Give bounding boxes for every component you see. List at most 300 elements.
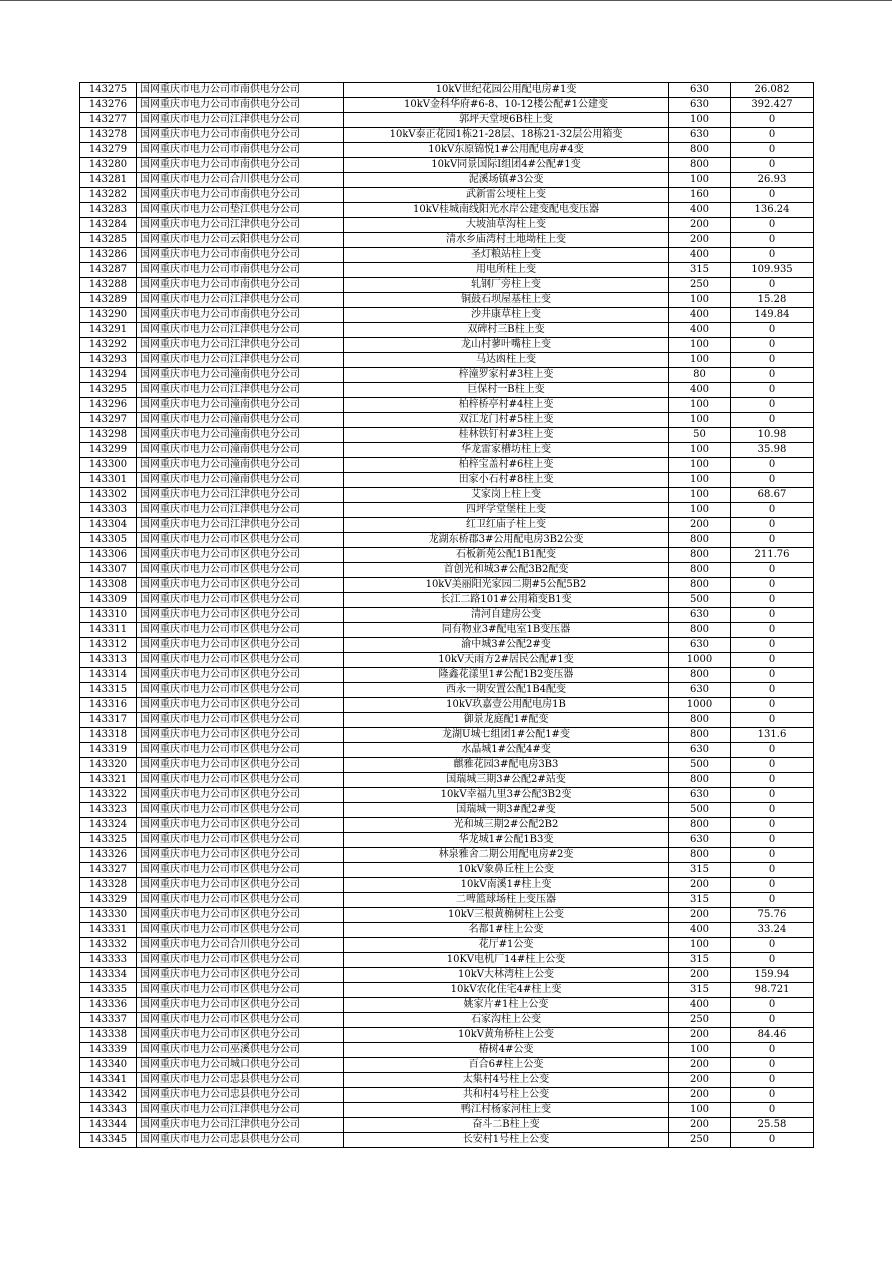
row-id-cell: 143299: [80, 443, 137, 458]
table-row: [80, 83, 814, 98]
value-cell: 0: [731, 773, 814, 788]
table-row: [80, 458, 814, 473]
value-cell: 0: [731, 113, 814, 128]
value-cell: 159.94: [731, 968, 814, 983]
company-cell: 国网重庆市电力公司江津供电分公司: [137, 1118, 344, 1133]
row-id-cell: 143293: [80, 353, 137, 368]
capacity-cell: 500: [669, 593, 731, 608]
transformer-name-cell: 花厅#1公变: [344, 938, 669, 953]
row-id-cell: 143275: [80, 83, 137, 98]
table-row: [80, 578, 814, 593]
value-cell: 0: [731, 1013, 814, 1028]
value-cell: 26.93: [731, 173, 814, 188]
company-cell: 国网重庆市电力公司潼南供电分公司: [137, 413, 344, 428]
row-id-cell: 143288: [80, 278, 137, 293]
transformer-name-cell: 10kV幸福九里3#公配3B2变: [344, 788, 669, 803]
transformer-name-cell: 四坪学堂堡柱上变: [344, 503, 669, 518]
transformer-name-cell: 百合6#柱上公变: [344, 1058, 669, 1073]
capacity-cell: 500: [669, 758, 731, 773]
company-cell: 国网重庆市电力公司市区供电分公司: [137, 728, 344, 743]
capacity-cell: 400: [669, 998, 731, 1013]
row-id-cell: 143338: [80, 1028, 137, 1043]
capacity-cell: 315: [669, 983, 731, 998]
table-row: [80, 263, 814, 278]
value-cell: 0: [731, 998, 814, 1013]
table-row: [80, 923, 814, 938]
capacity-cell: 400: [669, 308, 731, 323]
table-row: [80, 98, 814, 113]
capacity-cell: 250: [669, 1133, 731, 1148]
row-id-cell: 143317: [80, 713, 137, 728]
capacity-cell: 800: [669, 158, 731, 173]
table-row: [80, 158, 814, 173]
capacity-cell: 1000: [669, 698, 731, 713]
capacity-cell: 630: [669, 638, 731, 653]
transformer-name-cell: 10kV南溪1#柱上变: [344, 878, 669, 893]
table-row: [80, 368, 814, 383]
value-cell: 0: [731, 608, 814, 623]
capacity-cell: 630: [669, 608, 731, 623]
table-row: [80, 143, 814, 158]
value-cell: 35.98: [731, 443, 814, 458]
table-row: [80, 338, 814, 353]
row-id-cell: 143279: [80, 143, 137, 158]
transformer-name-cell: 华龙城1#公配1B3变: [344, 833, 669, 848]
company-cell: 国网重庆市电力公司江津供电分公司: [137, 113, 344, 128]
row-id-cell: 143292: [80, 338, 137, 353]
table-row: [80, 818, 814, 833]
value-cell: 0: [731, 563, 814, 578]
row-id-cell: 143308: [80, 578, 137, 593]
company-cell: 国网重庆市电力公司市区供电分公司: [137, 818, 344, 833]
company-cell: 国网重庆市电力公司合川供电分公司: [137, 938, 344, 953]
value-cell: 0: [731, 1058, 814, 1073]
company-cell: 国网重庆市电力公司市区供电分公司: [137, 578, 344, 593]
company-cell: 国网重庆市电力公司市南供电分公司: [137, 128, 344, 143]
company-cell: 国网重庆市电力公司市区供电分公司: [137, 593, 344, 608]
company-cell: 国网重庆市电力公司潼南供电分公司: [137, 428, 344, 443]
transformer-name-cell: 柏梓桥亭村#4柱上变: [344, 398, 669, 413]
data-table: [79, 82, 814, 1148]
row-id-cell: 143278: [80, 128, 137, 143]
company-cell: 国网重庆市电力公司江津供电分公司: [137, 488, 344, 503]
transformer-name-cell: 柏梓宝盖村#6柱上变: [344, 458, 669, 473]
table-row: [80, 278, 814, 293]
row-id-cell: 143281: [80, 173, 137, 188]
company-cell: 国网重庆市电力公司江津供电分公司: [137, 518, 344, 533]
capacity-cell: 200: [669, 1073, 731, 1088]
table-row: [80, 323, 814, 338]
transformer-name-cell: 龙湖U城七组团1#公配1#变: [344, 728, 669, 743]
capacity-cell: 630: [669, 683, 731, 698]
row-id-cell: 143276: [80, 98, 137, 113]
table-row: [80, 938, 814, 953]
capacity-cell: 315: [669, 263, 731, 278]
value-cell: 0: [731, 518, 814, 533]
capacity-cell: 100: [669, 473, 731, 488]
table-row: [80, 848, 814, 863]
company-cell: 国网重庆市电力公司云阳供电分公司: [137, 233, 344, 248]
company-cell: 国网重庆市电力公司市区供电分公司: [137, 803, 344, 818]
row-id-cell: 143320: [80, 758, 137, 773]
table-row: [80, 1133, 814, 1148]
company-cell: 国网重庆市电力公司市区供电分公司: [137, 758, 344, 773]
company-cell: 国网重庆市电力公司市区供电分公司: [137, 533, 344, 548]
value-cell: 0: [731, 368, 814, 383]
row-id-cell: 143312: [80, 638, 137, 653]
table-row: [80, 698, 814, 713]
row-id-cell: 143286: [80, 248, 137, 263]
capacity-cell: 400: [669, 203, 731, 218]
value-cell: 0: [731, 128, 814, 143]
table-row: [80, 908, 814, 923]
capacity-cell: 100: [669, 398, 731, 413]
value-cell: 0: [731, 143, 814, 158]
row-id-cell: 143316: [80, 698, 137, 713]
table-row: [80, 743, 814, 758]
table-row: [80, 1103, 814, 1118]
company-cell: 国网重庆市电力公司市区供电分公司: [137, 548, 344, 563]
company-cell: 国网重庆市电力公司潼南供电分公司: [137, 443, 344, 458]
table-row: [80, 383, 814, 398]
table-row: [80, 1013, 814, 1028]
transformer-name-cell: 沙井康草柱上变: [344, 308, 669, 323]
row-id-cell: 143337: [80, 1013, 137, 1028]
row-id-cell: 143284: [80, 218, 137, 233]
capacity-cell: 630: [669, 743, 731, 758]
table-row: [80, 1058, 814, 1073]
company-cell: 国网重庆市电力公司市南供电分公司: [137, 263, 344, 278]
value-cell: 15.28: [731, 293, 814, 308]
transformer-name-cell: 马达凼柱上变: [344, 353, 669, 368]
capacity-cell: 800: [669, 848, 731, 863]
capacity-cell: 200: [669, 968, 731, 983]
value-cell: 0: [731, 803, 814, 818]
table-row: [80, 683, 814, 698]
transformer-name-cell: 10kV象鼻丘柱上公变: [344, 863, 669, 878]
value-cell: 75.76: [731, 908, 814, 923]
row-id-cell: 143302: [80, 488, 137, 503]
value-cell: 211.76: [731, 548, 814, 563]
transformer-name-cell: 国瑞城一期3#配2#变: [344, 803, 669, 818]
table-row: [80, 983, 814, 998]
table-row: [80, 488, 814, 503]
row-id-cell: 143295: [80, 383, 137, 398]
value-cell: 0: [731, 1088, 814, 1103]
row-id-cell: 143303: [80, 503, 137, 518]
table-row: [80, 593, 814, 608]
row-id-cell: 143321: [80, 773, 137, 788]
row-id-cell: 143343: [80, 1103, 137, 1118]
company-cell: 国网重庆市电力公司江津供电分公司: [137, 323, 344, 338]
transformer-name-cell: 清河自建房公变: [344, 608, 669, 623]
transformer-name-cell: 二啤篮球场柱上变压器: [344, 893, 669, 908]
value-cell: 0: [731, 1043, 814, 1058]
transformer-name-cell: 长安村1号柱上公变: [344, 1133, 669, 1148]
company-cell: 国网重庆市电力公司市区供电分公司: [137, 848, 344, 863]
transformer-name-cell: 双江龙门村#5柱上变: [344, 413, 669, 428]
transformer-name-cell: 石家沟柱上公变: [344, 1013, 669, 1028]
capacity-cell: 800: [669, 668, 731, 683]
table-row: [80, 803, 814, 818]
transformer-name-cell: 圣灯粮站柱上变: [344, 248, 669, 263]
table-row: [80, 563, 814, 578]
value-cell: 136.24: [731, 203, 814, 218]
value-cell: 0: [731, 218, 814, 233]
table-row: [80, 1118, 814, 1133]
table-row: [80, 878, 814, 893]
row-id-cell: 143330: [80, 908, 137, 923]
value-cell: 0: [731, 473, 814, 488]
company-cell: 国网重庆市电力公司市区供电分公司: [137, 623, 344, 638]
company-cell: 国网重庆市电力公司市区供电分公司: [137, 893, 344, 908]
row-id-cell: 143297: [80, 413, 137, 428]
company-cell: 国网重庆市电力公司市区供电分公司: [137, 668, 344, 683]
capacity-cell: 200: [669, 1058, 731, 1073]
value-cell: 0: [731, 593, 814, 608]
company-cell: 国网重庆市电力公司垫江供电分公司: [137, 203, 344, 218]
transformer-name-cell: 10kV玖嘉壹公用配电房1B: [344, 698, 669, 713]
row-id-cell: 143319: [80, 743, 137, 758]
transformer-name-cell: 林泉雅舍二期公用配电房#2变: [344, 848, 669, 863]
value-cell: 84.46: [731, 1028, 814, 1043]
capacity-cell: 100: [669, 338, 731, 353]
transformer-name-cell: 武新雷公埂柱上变: [344, 188, 669, 203]
transformer-name-cell: 国瑞城三期3#公配2#站变: [344, 773, 669, 788]
company-cell: 国网重庆市电力公司江津供电分公司: [137, 338, 344, 353]
value-cell: 0: [731, 1073, 814, 1088]
company-cell: 国网重庆市电力公司市南供电分公司: [137, 188, 344, 203]
capacity-cell: 200: [669, 878, 731, 893]
value-cell: 0: [731, 533, 814, 548]
table-row: [80, 428, 814, 443]
transformer-name-cell: 大坡油草沟柱上变: [344, 218, 669, 233]
capacity-cell: 100: [669, 1103, 731, 1118]
company-cell: 国网重庆市电力公司市区供电分公司: [137, 833, 344, 848]
transformer-name-cell: 椿树4#公变: [344, 1043, 669, 1058]
transformer-name-cell: 石板新苑公配1B1配变: [344, 548, 669, 563]
company-cell: 国网重庆市电力公司市南供电分公司: [137, 143, 344, 158]
company-cell: 国网重庆市电力公司市区供电分公司: [137, 713, 344, 728]
row-id-cell: 143323: [80, 803, 137, 818]
transformer-name-cell: 双碑村三B柱上变: [344, 323, 669, 338]
table-row: [80, 473, 814, 488]
transformer-name-cell: 清水乡庙湾村土地坳柱上变: [344, 233, 669, 248]
company-cell: 国网重庆市电力公司市区供电分公司: [137, 953, 344, 968]
transformer-name-cell: 太集村4号柱上公变: [344, 1073, 669, 1088]
capacity-cell: 100: [669, 488, 731, 503]
value-cell: 0: [731, 578, 814, 593]
page-top-border: [0, 0, 892, 1]
transformer-name-cell: 10kV黄角桥柱上公变: [344, 1028, 669, 1043]
capacity-cell: 800: [669, 563, 731, 578]
value-cell: 0: [731, 413, 814, 428]
capacity-cell: 100: [669, 1043, 731, 1058]
capacity-cell: 100: [669, 113, 731, 128]
capacity-cell: 800: [669, 548, 731, 563]
row-id-cell: 143344: [80, 1118, 137, 1133]
value-cell: 0: [731, 338, 814, 353]
company-cell: 国网重庆市电力公司城口供电分公司: [137, 1058, 344, 1073]
capacity-cell: 800: [669, 143, 731, 158]
capacity-cell: 100: [669, 443, 731, 458]
value-cell: 0: [731, 818, 814, 833]
row-id-cell: 143285: [80, 233, 137, 248]
company-cell: 国网重庆市电力公司市区供电分公司: [137, 653, 344, 668]
capacity-cell: 400: [669, 383, 731, 398]
capacity-cell: 800: [669, 818, 731, 833]
company-cell: 国网重庆市电力公司市区供电分公司: [137, 998, 344, 1013]
row-id-cell: 143324: [80, 818, 137, 833]
transformer-name-cell: 用电所柱上变: [344, 263, 669, 278]
company-cell: 国网重庆市电力公司市区供电分公司: [137, 773, 344, 788]
transformer-name-cell: 华龙雷家槽坊柱上变: [344, 443, 669, 458]
capacity-cell: 100: [669, 458, 731, 473]
row-id-cell: 143313: [80, 653, 137, 668]
table-body: [80, 83, 814, 1148]
transformer-name-cell: 10kV同景国际I组团4#公配#1变: [344, 158, 669, 173]
row-id-cell: 143309: [80, 593, 137, 608]
table-row: [80, 893, 814, 908]
transformer-name-cell: 10kV三根黄桷树柱上公变: [344, 908, 669, 923]
row-id-cell: 143341: [80, 1073, 137, 1088]
value-cell: 0: [731, 683, 814, 698]
table-row: [80, 413, 814, 428]
table-row: [80, 638, 814, 653]
row-id-cell: 143342: [80, 1088, 137, 1103]
transformer-name-cell: 御景龙庭配1#配变: [344, 713, 669, 728]
value-cell: 0: [731, 878, 814, 893]
company-cell: 国网重庆市电力公司江津供电分公司: [137, 353, 344, 368]
capacity-cell: 1000: [669, 653, 731, 668]
transformer-name-cell: 龙山村蓼叶嘴柱上变: [344, 338, 669, 353]
row-id-cell: 143314: [80, 668, 137, 683]
transformer-name-cell: 泥溪场镇#3公变: [344, 173, 669, 188]
transformer-name-cell: 名都1#柱上公变: [344, 923, 669, 938]
capacity-cell: 100: [669, 293, 731, 308]
value-cell: 0: [731, 638, 814, 653]
company-cell: 国网重庆市电力公司江津供电分公司: [137, 1103, 344, 1118]
transformer-name-cell: 郭坪天堂埂6B柱上变: [344, 113, 669, 128]
value-cell: 25.58: [731, 1118, 814, 1133]
value-cell: 0: [731, 788, 814, 803]
row-id-cell: 143298: [80, 428, 137, 443]
capacity-cell: 250: [669, 278, 731, 293]
transformer-name-cell: 隆鑫花漾里1#公配1B2变压器: [344, 668, 669, 683]
value-cell: 68.67: [731, 488, 814, 503]
table-row: [80, 1043, 814, 1058]
value-cell: 98.721: [731, 983, 814, 998]
table-row: [80, 653, 814, 668]
row-id-cell: 143300: [80, 458, 137, 473]
transformer-name-cell: 桂林铁钉村#3柱上变: [344, 428, 669, 443]
table-row: [80, 1088, 814, 1103]
capacity-cell: 400: [669, 923, 731, 938]
table-row: [80, 788, 814, 803]
table-row: [80, 1028, 814, 1043]
transformer-name-cell: 10kV世纪花园公用配电房#1变: [344, 83, 669, 98]
table-row: [80, 668, 814, 683]
table-row: [80, 308, 814, 323]
value-cell: 0: [731, 398, 814, 413]
row-id-cell: 143345: [80, 1133, 137, 1148]
company-cell: 国网重庆市电力公司潼南供电分公司: [137, 368, 344, 383]
table-row: [80, 218, 814, 233]
transformer-name-cell: 鸭江村杨家河柱上变: [344, 1103, 669, 1118]
row-id-cell: 143339: [80, 1043, 137, 1058]
row-id-cell: 143328: [80, 878, 137, 893]
row-id-cell: 143280: [80, 158, 137, 173]
capacity-cell: 315: [669, 953, 731, 968]
value-cell: 0: [731, 158, 814, 173]
row-id-cell: 143315: [80, 683, 137, 698]
row-id-cell: 143327: [80, 863, 137, 878]
table-row: [80, 773, 814, 788]
capacity-cell: 250: [669, 1013, 731, 1028]
company-cell: 国网重庆市电力公司市区供电分公司: [137, 1013, 344, 1028]
company-cell: 国网重庆市电力公司市区供电分公司: [137, 788, 344, 803]
row-id-cell: 143331: [80, 923, 137, 938]
table-row: [80, 998, 814, 1013]
transformer-name-cell: 10KV电机厂14#柱上公变: [344, 953, 669, 968]
company-cell: 国网重庆市电力公司市区供电分公司: [137, 638, 344, 653]
table-row: [80, 518, 814, 533]
capacity-cell: 630: [669, 83, 731, 98]
capacity-cell: 315: [669, 863, 731, 878]
row-id-cell: 143326: [80, 848, 137, 863]
value-cell: 0: [731, 623, 814, 638]
row-id-cell: 143325: [80, 833, 137, 848]
capacity-cell: 800: [669, 578, 731, 593]
capacity-cell: 200: [669, 518, 731, 533]
row-id-cell: 143296: [80, 398, 137, 413]
transformer-name-cell: 水晶城1#公配4#变: [344, 743, 669, 758]
capacity-cell: 315: [669, 893, 731, 908]
row-id-cell: 143305: [80, 533, 137, 548]
table-row: [80, 398, 814, 413]
table-row: [80, 953, 814, 968]
transformer-name-cell: 10kV金科华府#6-8、10-12楼公配#1公建变: [344, 98, 669, 113]
capacity-cell: 800: [669, 533, 731, 548]
company-cell: 国网重庆市电力公司潼南供电分公司: [137, 398, 344, 413]
row-id-cell: 143291: [80, 323, 137, 338]
capacity-cell: 400: [669, 248, 731, 263]
table-row: [80, 863, 814, 878]
row-id-cell: 143282: [80, 188, 137, 203]
capacity-cell: 630: [669, 788, 731, 803]
table-row: [80, 248, 814, 263]
value-cell: 0: [731, 1133, 814, 1148]
company-cell: 国网重庆市电力公司巫溪供电分公司: [137, 1043, 344, 1058]
value-cell: 0: [731, 353, 814, 368]
table-row: [80, 443, 814, 458]
transformer-name-cell: 同有物业3#配电室1B变压器: [344, 623, 669, 638]
value-cell: 0: [731, 713, 814, 728]
value-cell: 26.082: [731, 83, 814, 98]
row-id-cell: 143304: [80, 518, 137, 533]
table-row: [80, 128, 814, 143]
company-cell: 国网重庆市电力公司市区供电分公司: [137, 608, 344, 623]
table-row: [80, 623, 814, 638]
value-cell: 0: [731, 278, 814, 293]
company-cell: 国网重庆市电力公司江津供电分公司: [137, 293, 344, 308]
value-cell: 0: [731, 893, 814, 908]
company-cell: 国网重庆市电力公司忠县供电分公司: [137, 1073, 344, 1088]
value-cell: 149.84: [731, 308, 814, 323]
value-cell: 109.935: [731, 263, 814, 278]
transformer-name-cell: 10kV泰正花园1栋21-28层、18栋21-32层公用箱变: [344, 128, 669, 143]
table-row: [80, 728, 814, 743]
